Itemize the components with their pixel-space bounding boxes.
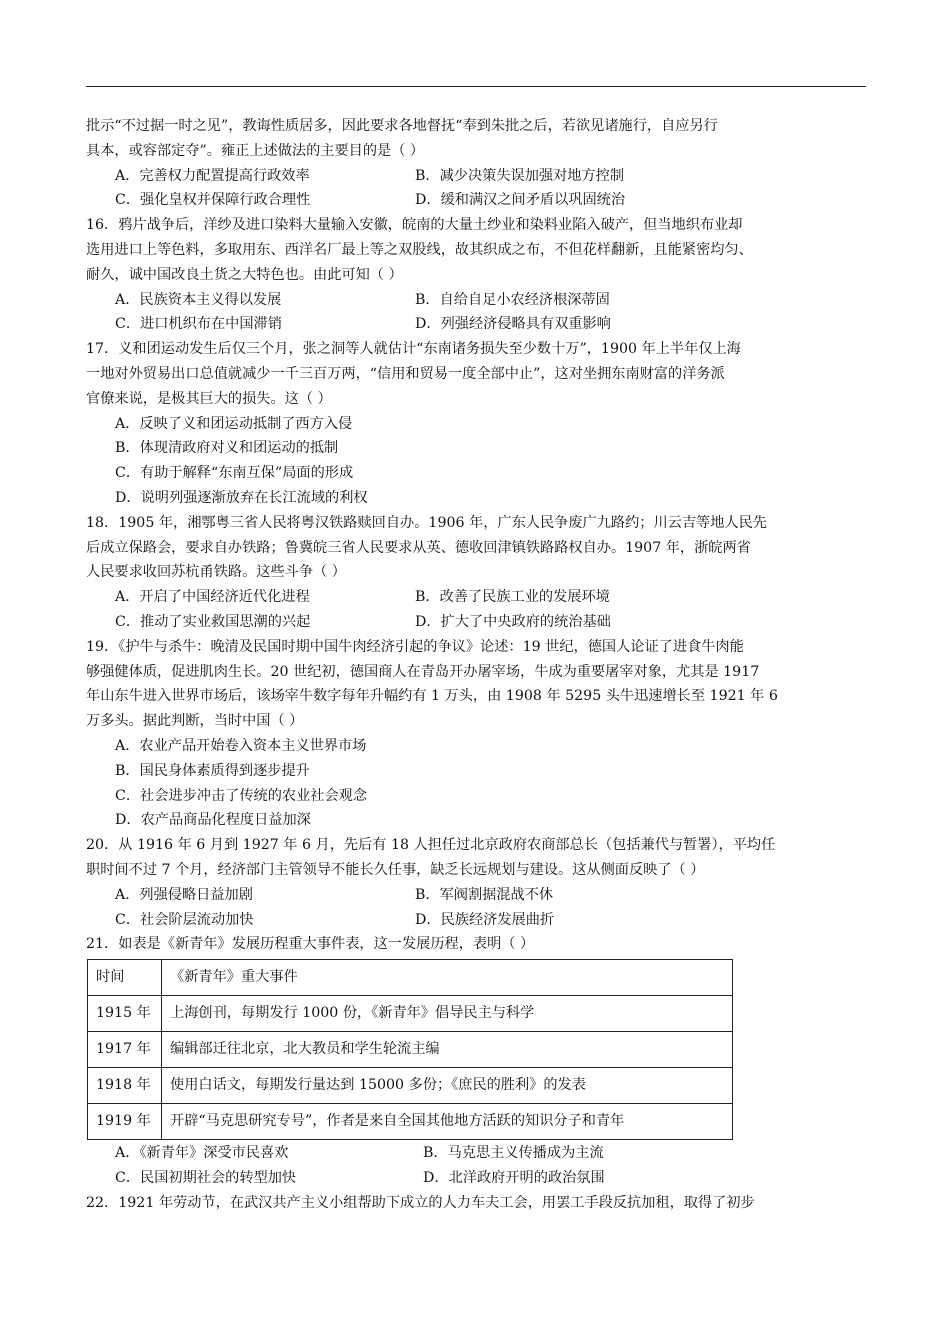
option-d[interactable]: D．民族经济发展曲折 xyxy=(415,911,555,928)
header-rule xyxy=(86,86,866,87)
question-stem-line: 19．《护牛与杀牛：晚清及民国时期中国牛肉经济引起的争议》论述：19 世纪，德国人论证了进食牛肉能 xyxy=(86,638,744,655)
options-row xyxy=(86,585,866,610)
table-cell-event: 编辑部迁往北京，北大教员和学生轮流主编 xyxy=(162,1032,733,1068)
question-19 xyxy=(86,635,866,833)
question-17 xyxy=(86,337,866,511)
option-a[interactable]: A．列强侵略日益加剧 xyxy=(115,886,253,903)
option-b[interactable]: B．国民身体素质得到逐步提升 xyxy=(115,762,310,779)
option-b[interactable]: B．马克思主义传播成为主流 xyxy=(423,1145,604,1162)
question-stem-line: 万多头。据此判断，当时中国（ ） xyxy=(86,713,304,730)
options-row xyxy=(86,188,866,213)
option-d[interactable]: D．扩大了中央政府的统治基础 xyxy=(415,613,611,630)
option-a[interactable]: A．农业产品开始卷入资本主义世界市场 xyxy=(115,737,367,754)
option-d[interactable]: D．缓和满汉之间矛盾以巩固统治 xyxy=(415,192,626,209)
option-d[interactable]: D．农产品商品化程度日益加深 xyxy=(115,812,311,829)
option-b[interactable]: B．减少决策失误加强对地方控制 xyxy=(415,167,625,184)
question-18 xyxy=(86,511,866,635)
option-d[interactable]: D．列强经济侵略具有双重影响 xyxy=(415,316,611,333)
table-row xyxy=(88,1068,733,1104)
table-cell-year: 1919 年 xyxy=(88,1104,162,1140)
question-stem-line: 22．1921 年劳动节，在武汉共产主义小组帮助下成立的人力车夫工会，用罢工手段反抗加租，取得了初步 xyxy=(86,1194,755,1211)
option-c[interactable]: C．有助于解释“东南互保”局面的形成 xyxy=(115,465,354,482)
option-c[interactable]: C．社会进步冲击了传统的农业社会观念 xyxy=(115,787,368,804)
options-row xyxy=(86,164,866,189)
question-stem-line: 够强健体质，促进肌肉生长。20 世纪初，德国商人在青岛开办屠宰场，牛成为重要屠宰对象，尤其是 1917 xyxy=(86,663,760,680)
option-c[interactable]: C．进口机织布在中国滞销 xyxy=(115,316,282,333)
table-row xyxy=(88,1104,733,1140)
table-header-row xyxy=(88,960,733,996)
question-21 xyxy=(86,932,866,1190)
question-stem-line: 人民要求收回苏杭甬铁路。这些斗争（ ） xyxy=(86,564,346,581)
option-c[interactable]: C．推动了实业救国思潮的兴起 xyxy=(115,613,311,630)
events-table xyxy=(87,959,733,1140)
option-c[interactable]: C．强化皇权并保障行政合理性 xyxy=(115,192,311,209)
question-stem-line: 21．如表是《新青年》发展历程重大事件表，这一发展历程，表明（ ） xyxy=(86,936,535,953)
options-row xyxy=(86,908,866,933)
exam-content xyxy=(86,114,866,1215)
question-20 xyxy=(86,833,866,932)
question-stem-line: 具本，或容部定夺”。雍正上述做法的主要目的是（ ） xyxy=(86,142,425,159)
table-row xyxy=(88,996,733,1032)
table-cell-event: 开辟“马克思研究专号”，作者是来自全国其他地方活跃的知识分子和青年 xyxy=(162,1104,733,1140)
option-d[interactable]: D．北洋政府开明的政治氛围 xyxy=(423,1169,605,1186)
options-row xyxy=(86,288,866,313)
table-cell-event: 使用白话文，每期发行量达到 15000 多份；《庶民的胜利》的发表 xyxy=(162,1068,733,1104)
option-d[interactable]: D．说明列强逐渐放弃在长江流域的利权 xyxy=(115,489,368,506)
options-row xyxy=(86,312,866,337)
question-15 xyxy=(86,114,866,213)
question-16 xyxy=(86,213,866,337)
question-stem-line: 批示“不过据一时之见”，教诲性质居多，因此要求各地督抚“奉到朱批之后，若欲见诸施行，自应另行 xyxy=(86,118,718,134)
table-cell-event: 上海创刊，每期发行 1000 份，《新青年》倡导民主与科学 xyxy=(162,996,733,1032)
options-row xyxy=(86,1141,866,1166)
table-header-cell: 时间 xyxy=(88,960,162,996)
question-stem-line: 职时间不过 7 个月，经济部门主管领导不能长久任事，缺乏长远规划与建设。这从侧面反映了（ ） xyxy=(86,861,705,878)
option-a[interactable]: A．民族资本主义得以发展 xyxy=(115,291,282,308)
option-a[interactable]: A．开启了中国经济近代化进程 xyxy=(115,589,310,606)
options-row xyxy=(86,610,866,635)
table-cell-year: 1915 年 xyxy=(88,996,162,1032)
question-stem-line: 年山东牛进入世界市场后，该场宰牛数字每年升幅约有 1 万头，由 1908 年 5295 头牛迅速增长至 1921 年 6 xyxy=(86,688,778,705)
table-cell-year: 1918 年 xyxy=(88,1068,162,1104)
options-row xyxy=(86,883,866,908)
options-row xyxy=(86,1166,866,1191)
question-stem-line: 17．义和团运动发生后仅三个月，张之洞等人就估计“东南诸务损失至少数十万”，1900 年上半年仅上海 xyxy=(86,341,741,358)
question-stem-line: 官僚来说，是极其巨大的损失。这（ ） xyxy=(86,390,332,407)
option-c[interactable]: C．民国初期社会的转型加快 xyxy=(115,1169,297,1186)
question-stem-line: 选用进口上等色料，多取用东、西洋名厂最上等之双股线，故其织成之布，不但花样翻新，且能紧密均匀、 xyxy=(86,241,753,258)
table-header-cell: 《新青年》重大事件 xyxy=(162,960,733,996)
option-a[interactable]: A．反映了义和团运动抵制了西方入侵 xyxy=(115,415,353,432)
question-22 xyxy=(86,1191,866,1216)
option-b[interactable]: B．自给自足小农经济根深蒂固 xyxy=(415,291,610,308)
question-stem-line: 18．1905 年，湘鄂粤三省人民将粤汉铁路赎回自办。1906 年，广东人民争废广九路约；川云吉等地人民先 xyxy=(86,514,767,531)
question-stem-line: 一地对外贸易出口总值就减少一千三百万两，“信用和贸易一度全部中止”，这对坐拥东南财富的洋务派 xyxy=(86,365,725,382)
option-b[interactable]: B．体现清政府对义和团运动的抵制 xyxy=(115,440,339,457)
option-b[interactable]: B．改善了民族工业的发展环境 xyxy=(415,589,610,606)
question-stem-line: 耐久，诚中国改良土货之大特色也。由此可知（ ） xyxy=(86,266,403,283)
option-a[interactable]: A．《新青年》深受市民喜欢 xyxy=(115,1145,289,1162)
option-a[interactable]: A．完善权力配置提高行政效率 xyxy=(115,167,310,184)
table-cell-year: 1917 年 xyxy=(88,1032,162,1068)
option-c[interactable]: C．社会阶层流动加快 xyxy=(115,911,254,928)
question-stem-line: 20．从 1916 年 6 月到 1927 年 6 月，先后有 18 人担任过北京政府农商部总长（包括兼代与暂署），平均任 xyxy=(86,837,776,854)
question-stem-line: 后成立保路会，要求自办铁路；鲁冀皖三省人民要求从英、德收回津镇铁路路权自办。1907 年，浙皖两省 xyxy=(86,539,751,556)
question-stem-line: 16．鸦片战争后，洋纱及进口染料大量输入安徽，皖南的大量土纱业和染料业陷入破产，但当地织布业却 xyxy=(86,217,743,234)
option-b[interactable]: B．军阀割据混战不休 xyxy=(415,886,554,903)
table-row xyxy=(88,1032,733,1068)
